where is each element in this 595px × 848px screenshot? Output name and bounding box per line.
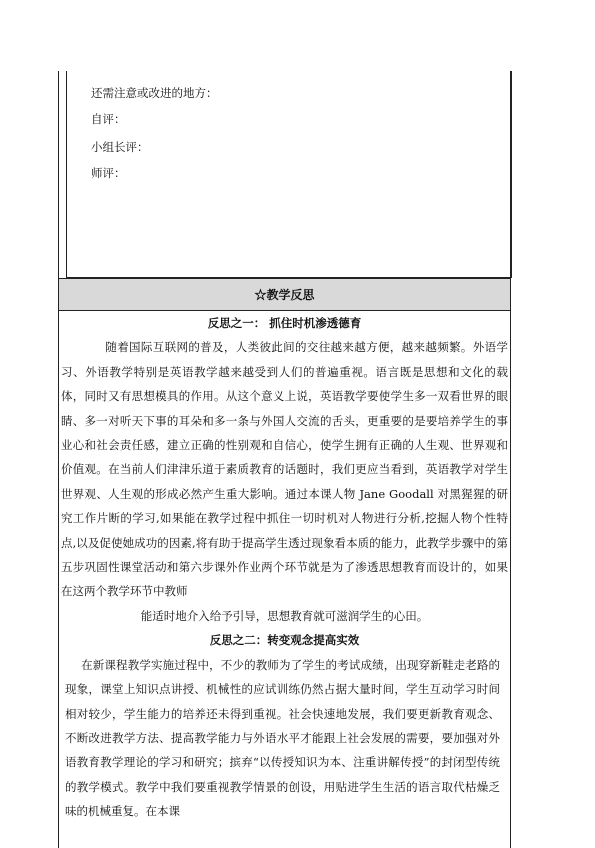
reflection2-body [59,653,510,824]
improvement-prompt: 还需注意或改进的地方： [91,86,218,100]
group-leader-evaluation-label: 小组长评： [91,140,149,154]
teacher-evaluation-label: 师评： [91,166,126,180]
section-header: ☆教学反思 [59,278,510,311]
evaluation-cell [66,71,512,278]
reflection1-closing: 能适时地介入给予引导，思想教育就可滋润学生的心田。 [140,608,429,623]
self-evaluation-label: 自评： [91,112,126,126]
reflection1-body-text: 随着国际互联网的普及，人类彼此间的交往越来越方便，越来越频繁。外语学习、外语教学特别是英语教学越来越受到人们的普遍重视。语言既是思想和文化的载体，同时又有思想模具的作用。从这个意义上说，英语教学要使学生多一双看世界的眼睛、多一对听天下事的耳朵和多一条与外国人交流的舌头，更重要的是要培养学生的事业心和社会责任感，建立正确的性别观和自信心，使学生拥有正确的人生观、世界观和价值观。在当前人们津津乐道于素质教育的话题时，我们更应当看到，英语教学对学生世界观、人生观的形成必然产生重大影响。通过本课人物 Jane Goodall 对黑猩猩的研究工作片断的学习,如果能在教学过程中抓住一切时机对人物进行分析,挖掘人物个性特点,以及促使她成功的因素,将有助于提高学生透过现象看本质的能力，此教学步骤中的第五步巩固性课堂活动和第六步课外作业两个环节就是为了渗透思想教育而设计的，如果在这两个教学环节中教师 [61,340,508,599]
reflection1-body [59,335,510,603]
reflection2-title: 反思之二：转变观念提高实效 [209,633,360,648]
document-table [58,71,511,848]
reflection-content [59,311,510,824]
reflection2-body-text: 在新课程教学实施过程中，不少的教师为了学生的考试成绩，出现穿新鞋走老路的现象，课堂上知识点讲授、机械性的应试训练仍然占据大量时间，学生互动学习时间相对较少，学生能力的培养还未得到重视。社会快速地发展，我们要更新教育观念、不断改进教学方法、提高教学能力与外语水平才能跟上社会发展的需要，要加强对外语教育教学理论的学习和研究；摈弃“以传授知识为本、注重讲解传授”的封闭型传统的教学模式。教学中我们要重视教学情景的创设，用贴进学生生活的语言取代枯燥乏味的机械重复。在本课 [65,657,500,819]
reflection1-title: 反思之一： 抓住时机渗透德育 [207,316,362,330]
